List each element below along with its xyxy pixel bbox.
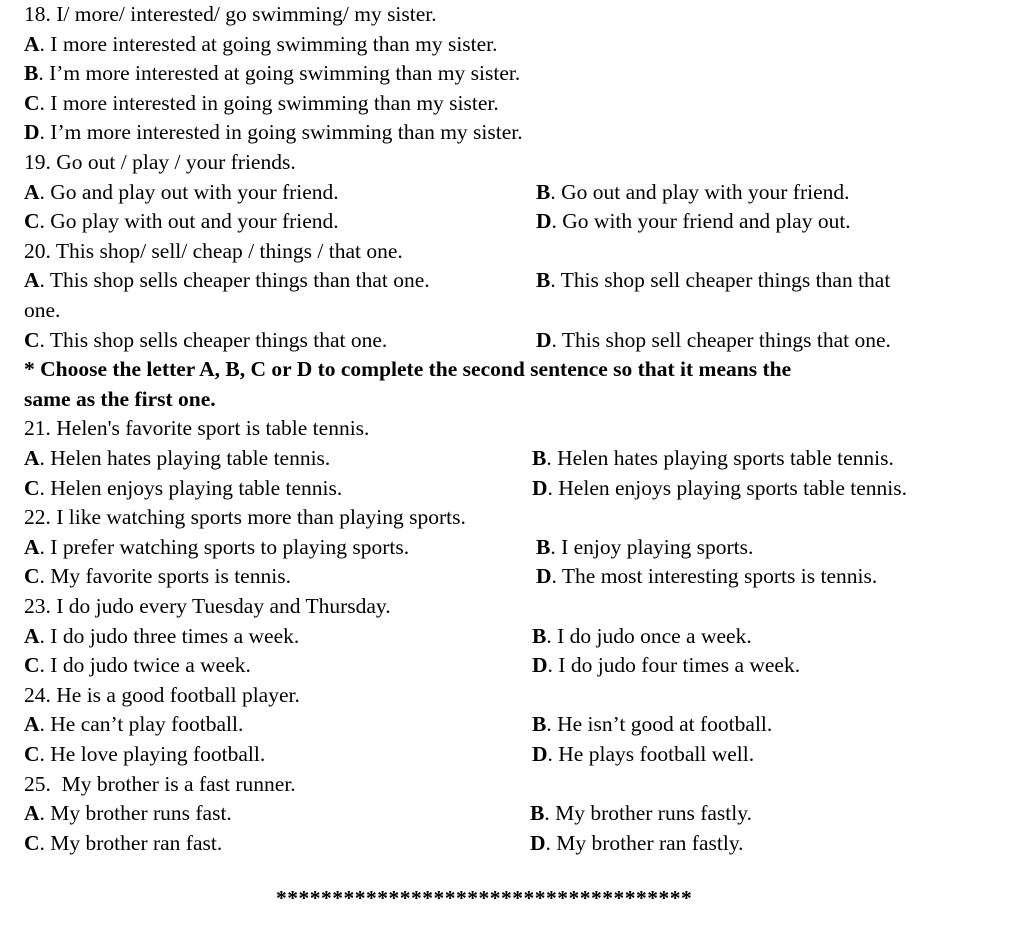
q23-option-a [24,622,299,652]
q18-option-b [24,59,520,89]
option-letter: D [536,564,552,589]
q24-option-c [24,740,265,770]
q21-option-a [24,444,330,474]
option-text: . Go with your friend and play out. [551,209,851,234]
option-letter: A [24,712,40,737]
q22-option-d [536,562,877,592]
option-text: . I more interested in going swimming than my sister. [39,90,499,115]
option-text: . My brother runs fast. [39,801,232,826]
option-letter: A [24,623,40,648]
option-letter: A [24,801,40,826]
q25-option-c [24,829,222,859]
option-letter: C [24,327,40,352]
option-letter: C [24,564,40,589]
q20-option-b-wrap: one. [24,298,61,322]
q22-option-a [24,533,409,563]
option-letter: B [536,534,551,559]
option-letter: A [24,268,40,293]
q21-option-b [532,444,894,474]
question-18-prompt: 18. I/ more/ interested/ go swimming/ my sister. [24,2,437,26]
option-letter: A [24,179,40,204]
option-letter: B [530,801,545,826]
q24-option-b [532,710,772,740]
option-text: . I more interested at going swimming than my sister. [39,31,498,56]
option-text: . This shop sell cheaper things that one. [551,327,891,352]
option-text: . Go and play out with your friend. [39,179,339,204]
q22-option-b [536,533,753,563]
option-letter: D [532,742,548,766]
q18-option-c [24,89,499,119]
option-letter: C [24,653,40,678]
question-22-prompt: 22. I like watching sports more than playing sports. [24,505,466,530]
q20-option-a [24,266,430,296]
option-text: . I do judo once a week. [546,623,752,648]
option-text: . He plays football well. [547,742,755,766]
option-text: . I enjoy playing sports. [550,534,754,559]
option-text: . I’m more interested at going swimming than my sister. [38,61,521,86]
option-text: . The most interesting sports is tennis. [551,564,878,589]
option-text: . Go out and play with your friend. [550,179,850,204]
question-25-prompt: 25. My brother is a fast runner. [24,771,296,796]
option-letter: C [24,742,40,766]
option-text: . He love playing football. [39,742,266,766]
option-letter: D [532,475,548,500]
option-text: . Helen enjoys playing table tennis. [39,475,343,500]
option-letter: A [24,534,40,559]
option-text: . My brother runs fastly. [544,801,752,826]
q21-option-d [532,474,907,504]
q20-option-b [536,266,890,296]
option-letter: B [536,268,551,293]
question-23-prompt: 23. I do judo every Tuesday and Thursday. [24,594,391,618]
option-letter: B [532,446,547,470]
option-text: . I’m more interested in going swimming than my sister. [39,120,523,145]
q18-option-d [24,118,523,148]
option-letter: D [24,120,40,145]
option-text: . This shop sells cheaper things that one. [39,327,388,352]
option-text: . I do judo three times a week. [39,623,300,648]
option-letter: B [24,61,39,86]
option-text: . This shop sell cheaper things than that [550,268,891,293]
q25-option-b [530,799,752,829]
footer-separator: ************************************* [276,886,693,910]
question-20-prompt: 20. This shop/ sell/ cheap / things / that one. [24,238,403,263]
option-text: . He can’t play football. [39,712,244,737]
question-19-prompt: 19. Go out / play / your friends. [24,150,296,174]
q23-option-b [532,622,752,652]
option-letter: C [24,475,40,500]
option-letter: A [24,31,40,56]
question-24-prompt: 24. He is a good football player. [24,682,300,707]
option-text: . I do judo four times a week. [547,653,801,678]
option-text: . My brother ran fast. [39,830,223,855]
option-letter: D [530,830,546,855]
option-text: . My brother ran fastly. [545,830,744,855]
option-letter: C [24,90,40,115]
option-text: . Helen hates playing table tennis. [39,446,331,470]
q22-option-c [24,562,291,592]
q20-option-d [536,326,891,356]
option-text: . I prefer watching sports to playing sports. [39,534,410,559]
option-text: . Helen enjoys playing sports table tennis. [547,475,907,500]
option-letter: D [532,653,548,678]
option-letter: B [532,712,547,737]
option-letter: C [24,209,40,234]
option-letter: B [536,179,551,204]
q25-option-d [530,829,744,859]
option-letter: A [24,446,40,470]
option-text: . This shop sells cheaper things than that one. [39,268,430,293]
q19-option-b [536,178,850,208]
option-letter: B [532,623,547,648]
option-letter: C [24,830,40,855]
q19-option-d [536,207,851,237]
question-21-prompt: 21. Helen's favorite sport is table tennis. [24,416,370,441]
q24-option-a [24,710,243,740]
option-text: . Go play with out and your friend. [39,209,339,234]
option-letter: D [536,327,552,352]
q19-option-c [24,207,339,237]
q18-option-a [24,30,498,60]
q23-option-d [532,651,800,681]
option-text: . He isn’t good at football. [546,712,773,737]
q23-option-c [24,651,251,681]
option-text: . I do judo twice a week. [39,653,251,678]
section-instruction-line2: same as the first one. [24,386,216,411]
q19-option-a [24,178,339,208]
option-text: . Helen hates playing sports table tennis. [546,446,894,470]
option-letter: D [536,209,552,234]
section-instruction-line1: * Choose the letter A, B, C or D to complete the second sentence so that it means the [24,357,792,382]
q20-option-c [24,326,387,356]
q24-option-d [532,740,754,770]
option-text: . My favorite sports is tennis. [39,564,291,589]
q21-option-c [24,474,342,504]
q25-option-a [24,799,232,829]
